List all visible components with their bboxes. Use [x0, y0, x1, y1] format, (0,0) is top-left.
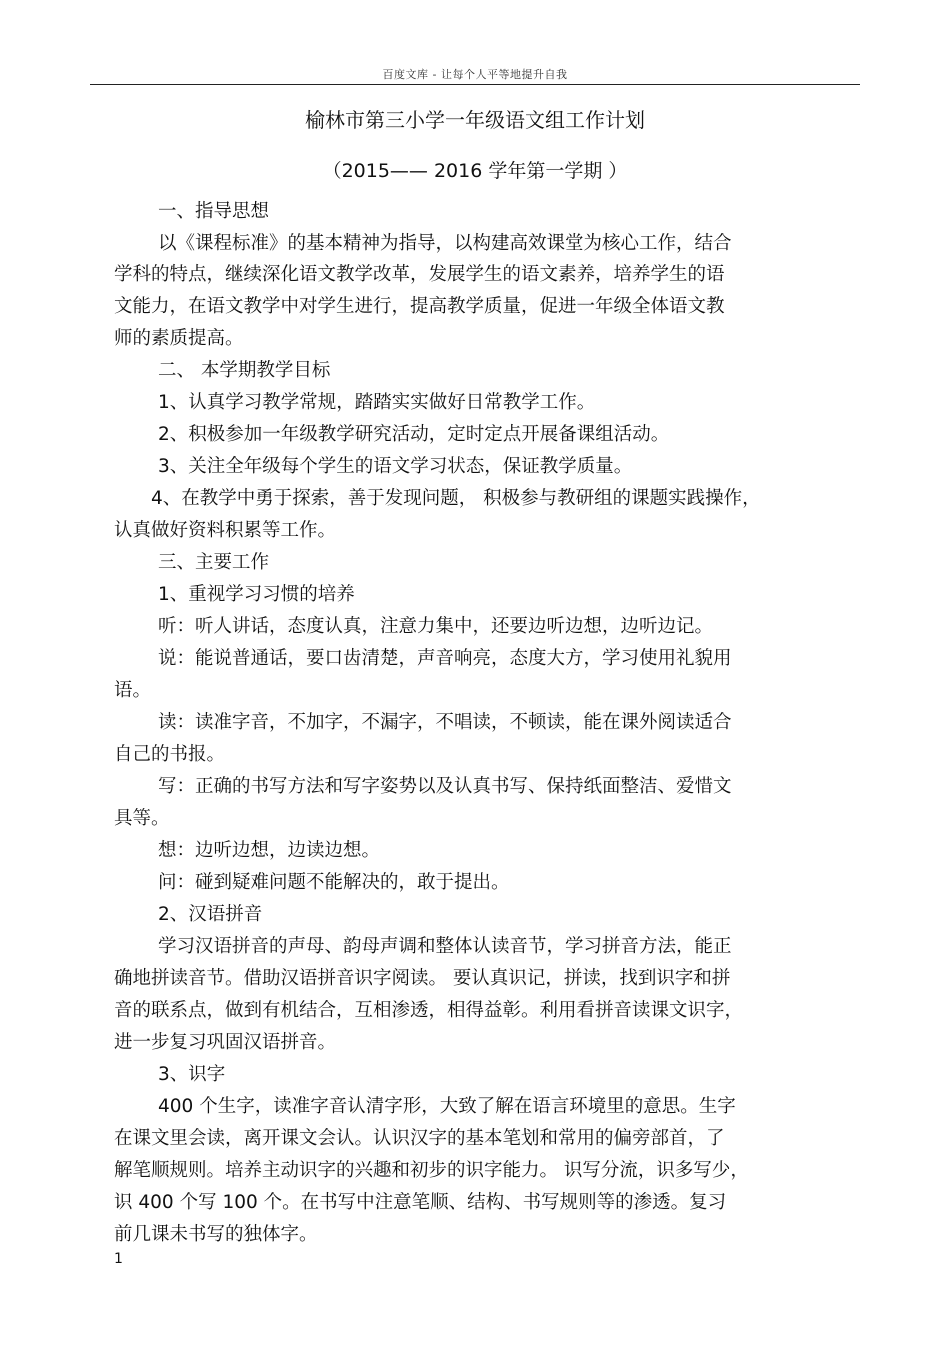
list-item: 4、在教学中勇于探索，善于发现问题， 积极参与教研组的课题实践操作， — [151, 488, 761, 509]
paragraph-line: 确地拼读音节。借助汉语拼音识字阅读。 要认真识记，拼读，找到识字和拼 — [114, 968, 731, 989]
paragraph-line: 写：正确的书写方法和写字姿势以及认真书写、保持纸面整洁、爱惜文 — [158, 776, 732, 797]
paragraph-line: 前几课未书写的独体字。 — [114, 1224, 318, 1245]
paragraph-line: 认真做好资料积累等工作。 — [114, 520, 337, 541]
paragraph-line: 听：听人讲话，态度认真，注意力集中，还要边听边想，边听边记。 — [158, 616, 714, 637]
page-number: 1 — [114, 1251, 123, 1267]
paragraph-line: 自己的书报。 — [114, 744, 226, 765]
paragraph-line: 具等。 — [114, 808, 170, 829]
page-header: 百度文库 - 让每个人平等地提升自我 — [382, 68, 568, 81]
subsection-heading: 3、识字 — [158, 1064, 226, 1085]
paragraph-line: 想：边听边想，边读边想。 — [158, 840, 381, 861]
section-heading: 二、 本学期教学目标 — [158, 360, 331, 381]
subsection-heading: 2、汉语拼音 — [158, 904, 263, 925]
paragraph-line: 语。 — [114, 680, 152, 701]
paragraph-line: 解笔顺规则。培养主动识字的兴趣和初步的识字能力。 识写分流，识多写少， — [114, 1160, 749, 1181]
list-item: 3、关注全年级每个学生的语文学习状态，保证教学质量。 — [158, 456, 633, 477]
paragraph-line: 学习汉语拼音的声母、韵母声调和整体认读音节，学习拼音方法，能正 — [158, 936, 732, 957]
subsection-heading: 1、重视学习习惯的培养 — [158, 584, 355, 605]
document-title: 榆林市第三小学一年级语文组工作计划 — [305, 108, 645, 132]
section-heading: 三、主要工作 — [158, 552, 270, 573]
paragraph-line: 音的联系点，做到有机结合，互相渗透，相得益彰。利用看拼音读课文识字， — [114, 1000, 744, 1021]
paragraph-line: 学科的特点，继续深化语文教学改革，发展学生的语文素养，培养学生的语 — [114, 264, 725, 285]
section-heading: 一、指导思想 — [158, 201, 270, 222]
paragraph-line: 识 400 个写 100 个。在书写中注意笔顺、结构、书写规则等的渗透。复习 — [114, 1192, 727, 1213]
paragraph-line: 问：碰到疑难问题不能解决的，敢于提出。 — [158, 872, 510, 893]
paragraph-line: 师的素质提高。 — [114, 328, 244, 349]
document-subtitle: （2015—— 2016 学年第一学期 ） — [322, 160, 628, 182]
list-item: 1、认真学习教学常规，踏踏实实做好日常教学工作。 — [158, 392, 596, 413]
paragraph-line: 400 个生字，读准字音认清字形，大致了解在语言环境里的意思。生字 — [158, 1096, 736, 1117]
paragraph-line: 进一步复习巩固汉语拼音。 — [114, 1032, 337, 1053]
paragraph-line: 说：能说普通话，要口齿清楚，声音响亮，态度大方，学习使用礼貌用 — [158, 648, 732, 669]
paragraph-line: 以《课程标准》的基本精神为指导，以构建高效课堂为核心工作，结合 — [158, 233, 732, 254]
list-item: 2、积极参加一年级教学研究活动，定时定点开展备课组活动。 — [158, 424, 670, 445]
header-rule — [90, 84, 860, 85]
paragraph-line: 文能力，在语文教学中对学生进行，提高教学质量，促进一年级全体语文教 — [114, 296, 725, 317]
paragraph-line: 在课文里会读，离开课文会认。认识汉字的基本笔划和常用的偏旁部首，了 — [114, 1128, 725, 1149]
paragraph-line: 读：读准字音，不加字，不漏字，不唱读，不顿读，能在课外阅读适合 — [158, 712, 732, 733]
